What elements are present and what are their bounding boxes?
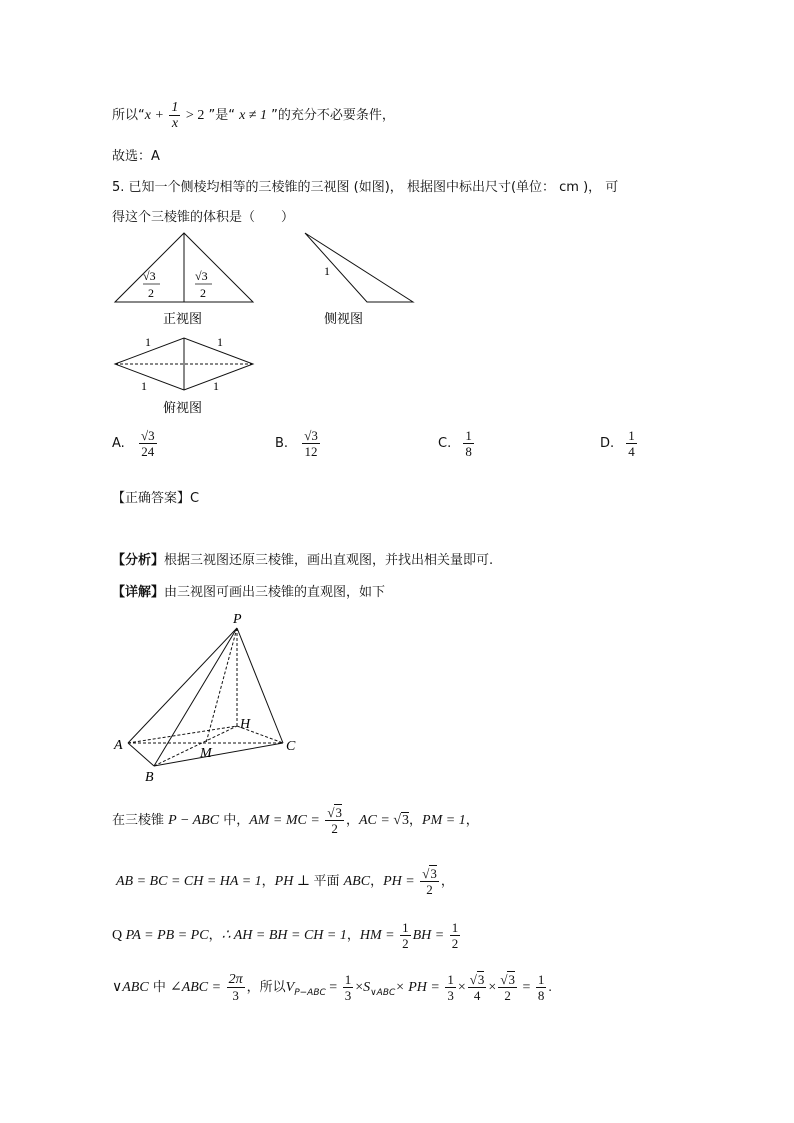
solution-line-4: ∨ABC 中 ∠ABC = $\frac{2\pi}{3}$ ，所以$V_{P-ABC}$ = $\frac{1}{3}$ $\times S_{\vee ABC}\times$ PH = $\frac{1}{3}$ × $\frac{√3}{4}$ × $\frac{√3}{2}$ = $\frac{1}{8}$ .	[112, 972, 552, 1003]
analysis: 【分析】根据三视图还原三棱锥，画出直观图，并找出相关量即可.	[112, 553, 494, 568]
solution-line-3: Q PA = PB = PC，∴ AH = BH = CH = 1，HM = $\frac{1}{2}$ BH = $\frac{1}{2}$	[112, 920, 459, 951]
side-view-label: 侧视图	[324, 312, 364, 327]
side-view	[305, 233, 413, 302]
pyramid-figure	[110, 608, 310, 788]
option-b[interactable]: B. $\frac{√3}{12}$	[275, 428, 318, 459]
option-a[interactable]: A. $\frac{√3}{24}$	[112, 428, 155, 459]
option-d[interactable]: D. $\frac{1}{4}$	[600, 428, 635, 459]
label-P: P	[233, 612, 242, 627]
top-dim-tl: 1	[145, 335, 151, 349]
front-view	[115, 233, 253, 302]
correct-answer: 【正确答案】C	[112, 491, 200, 506]
front-dim-right-num: √3	[195, 269, 208, 283]
label-H: H	[240, 717, 251, 732]
solution-line-1: 在三棱锥 P − ABC 中，AM = MC = $\frac{√3}{2}$ ，AC = √3，PM = 1，	[112, 805, 479, 836]
answer-choice: 故选：A	[112, 149, 160, 164]
top-view	[115, 338, 253, 390]
top-dim-br: 1	[213, 379, 219, 393]
front-dim-left-den: 2	[148, 286, 154, 300]
question-line-1: 5. 已知一个侧棱均相等的三棱锥的三视图 (如图)， 根据图中标出尺寸(单位： cm )， 可	[112, 180, 619, 195]
label-A: A	[114, 738, 123, 753]
front-dim-right-den: 2	[200, 286, 206, 300]
label-C: C	[286, 739, 296, 754]
top-view-label: 俯视图	[163, 401, 203, 416]
top-dim-bl: 1	[141, 379, 147, 393]
label-B: B	[145, 770, 154, 785]
three-views-figure	[105, 225, 435, 420]
option-c[interactable]: C. $\frac{1}{8}$	[438, 428, 472, 459]
detail: 【详解】由三视图可画出三棱锥的直观图，如下	[112, 585, 386, 600]
label-M: M	[200, 746, 212, 761]
side-dim: 1	[324, 264, 330, 278]
conclusion-line: 所以“x + $\frac{1}{x}$ > 2 ”是“ x ≠ 1 ”的充分不必要条件，	[112, 100, 395, 131]
top-dim-tr: 1	[217, 335, 223, 349]
solution-line-2: AB = BC = CH = HA = 1，PH ⊥ 平面 ABC，PH = $\frac{√3}{2}$ ，	[116, 866, 454, 897]
front-dim-left-num: √3	[143, 269, 156, 283]
front-view-label: 正视图	[163, 312, 203, 327]
question-line-2: 得这个三棱锥的体积是（ ）	[112, 210, 295, 225]
fraction: $\frac{1}{x}$	[171, 100, 179, 131]
